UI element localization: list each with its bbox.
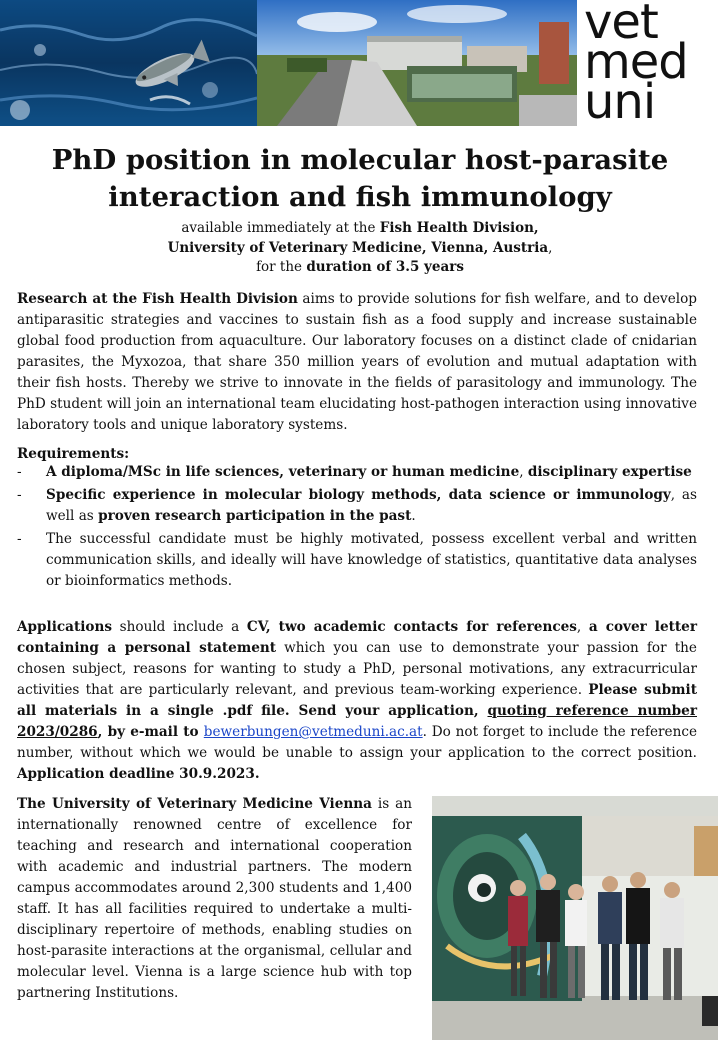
req-experience: Specific experience in molecular biology methods, data science or immunology [46,487,671,503]
req-expertise: disciplinary expertise [527,464,692,480]
app-cover-letter: a cover letter containing a personal statement [17,619,697,656]
page-title [0,142,720,216]
app-deadline: Application deadline 30.9.2023. [17,766,260,782]
applications-paragraph [17,617,697,785]
app-lead: Applications [17,619,113,635]
university-lead: The University of Veterinary Medicine Vienna [17,796,372,812]
subtitle-division: Fish Health Division, [379,220,539,236]
req-degree: A diploma/MSc in life sciences, veterinary or human medicine [46,464,520,480]
header-banner [0,0,720,130]
app-text: should include a [112,619,247,635]
email-link[interactable]: bewerbungen@vetmeduni.ac.at [203,724,423,740]
dash-bullet: - [17,531,22,547]
logo-line-uni: uni [584,74,656,130]
requirements-heading: Requirements: [17,446,130,462]
req-text: , as well as [46,487,697,524]
title-line-2: interaction and fish immunology [108,181,612,213]
list-item [17,485,697,527]
title-line-1: PhD position in molecular host-parasite [51,144,669,176]
req-period: . [411,508,416,524]
logo-line-vet: vet [584,0,658,50]
logo-line-med: med [584,34,688,90]
app-email-intro: , by e-mail to [97,724,204,740]
subtitle-comma: , [548,239,553,256]
list-item [17,462,697,483]
dash-bullet: - [17,487,22,503]
leaping-fish-photo [0,0,257,126]
app-text: which you can use to demonstrate your passion for the chosen subject, reasons for wanting to study a PhD, personal motivations, any extracurricular activities that are particularly relevant, and previous team-working experience. [17,640,697,698]
dash-bullet: - [17,464,22,480]
app-cv: CV, two academic contacts for references [246,619,577,635]
requirements-list [17,462,697,594]
university-body: is an internationally renowned centre of excellence for teaching and research and international cooperation with academic and industrial partners. The modern campus accommodates around 2,300 students and 1,400 staff. It has all facilities required to undertake a multi-disciplinary repertoire of methods, enabling studies on host-parasite interactions at the organismal, cellular and molecular level. Vienna is a large science hub with top partnering Institutions. [17,796,412,1001]
app-reference: quoting reference number 2023/0286 [17,703,697,740]
req-sep: , [519,464,528,480]
list-item [17,529,697,592]
position-subtitle [0,219,720,278]
app-text: . Do not forget to include the reference number, without which we would be unable to assign your application to the correct position. [17,724,697,761]
subtitle-text: for the [256,259,307,275]
team-group-photo [432,796,718,1040]
university-paragraph [17,794,412,1004]
vetmeduni-logo [584,0,718,130]
app-text: , [576,619,589,635]
req-skills: The successful candidate must be highly motivated, possess excellent verbal and written communication skills, and ideally will have knowledge of statistics, quantitative data analyses or bioinformatics methods. [46,531,697,589]
app-submit: Please submit all materials in a single .pdf file. Send your application, [17,682,697,719]
req-research: proven research participation in the past [98,508,412,524]
subtitle-text: available immediately at the [181,220,380,236]
research-body: aims to provide solutions for fish welfare, and to develop antiparasitic strategies and vaccines to sustain fish as a food supply and increase sustainable global food production from aquaculture. Our laboratory focuses on a distinct clade of cnidarian parasites, the Myxozoa, that share 350 million years of evolution and mutual adaptation with their fish hosts. Thereby we strive to innovate in the fields of parasitology and immunology. The PhD student will join an international team elucidating host-pathogen interaction using innovative laboratory tools and unique laboratory systems. [17,291,697,433]
research-lead: Research at the Fish Health Division [17,291,298,307]
subtitle-duration: duration of 3.5 years [306,259,464,275]
research-paragraph [17,289,697,436]
campus-aerial-photo [257,0,577,126]
subtitle-university: University of Veterinary Medicine, Vienna, Austria [167,239,549,256]
